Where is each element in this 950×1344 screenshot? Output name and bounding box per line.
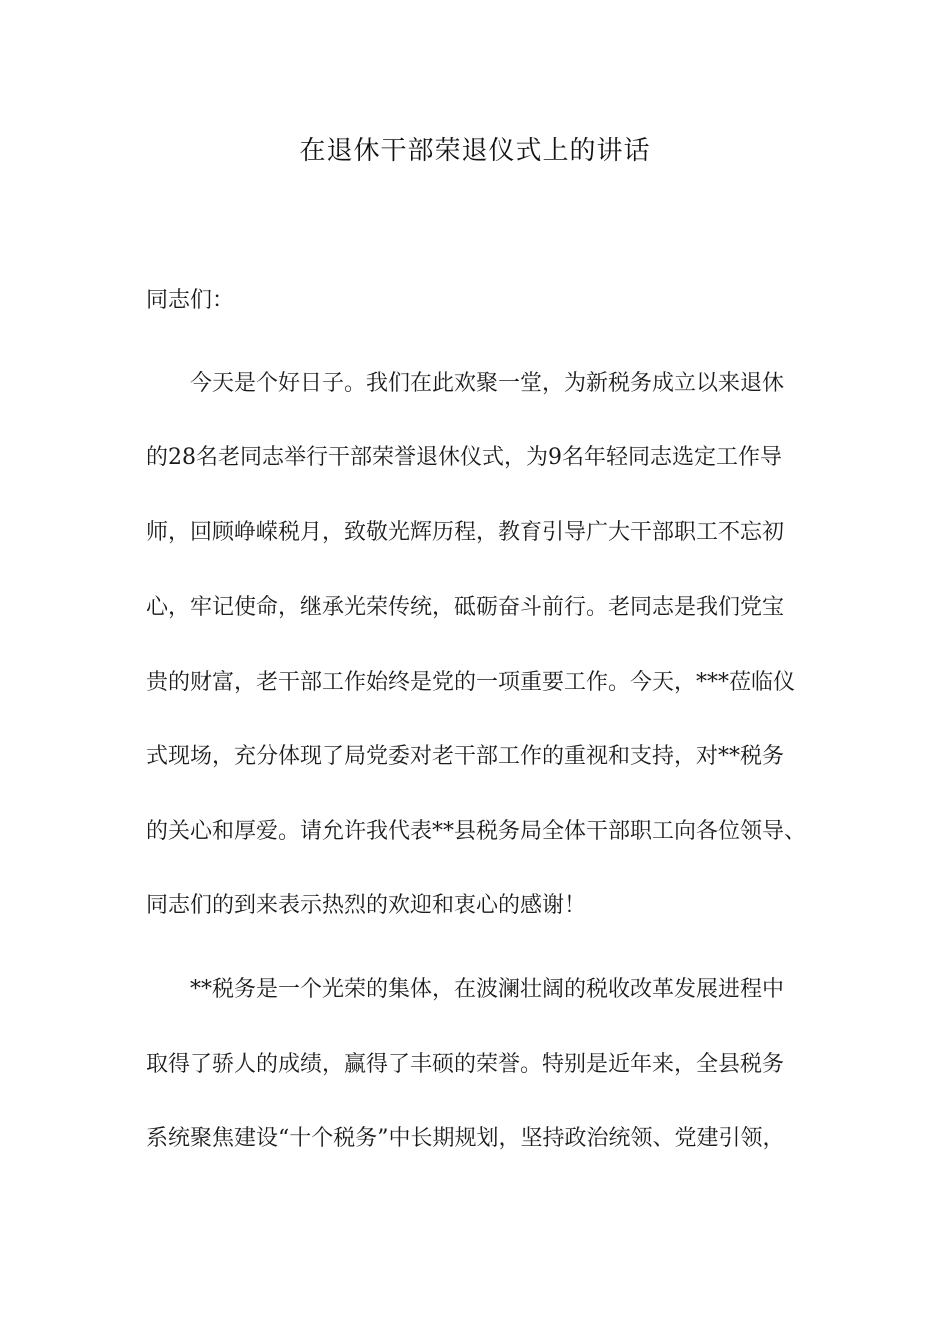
paragraph-line: 取得了骄人的成绩，赢得了丰硕的荣誉。特别是近年来，全县税务 — [146, 1052, 785, 1077]
paragraph-line: 今天是个好日子。我们在此欢聚一堂，为新税务成立以来退休 — [190, 371, 785, 396]
paragraph-line: 系统聚焦建设“十个税务”中长期规划，坚持政治统领、党建引领， — [146, 1126, 785, 1151]
salutation: 同志们： — [146, 288, 235, 313]
paragraph-line: 的关心和厚爱。请允许我代表**县税务局全体干部职工向各位领导、 — [146, 819, 807, 844]
paragraph-line: 心，牢记使命，继承光荣传统，砥砺奋斗前行。老同志是我们党宝 — [146, 595, 785, 620]
paragraph-line: 贵的财富，老干部工作始终是党的一项重要工作。今天，***莅临仪 — [146, 670, 796, 695]
paragraph-line: 同志们的到来表示热烈的欢迎和衷心的感谢！ — [146, 893, 587, 918]
paragraph-line: 的28名老同志举行干部荣誉退休仪式，为9名年轻同志选定工作导 — [146, 445, 782, 470]
paragraph-line: **税务是一个光荣的集体，在波澜壮阔的税收改革发展进程中 — [190, 977, 785, 1002]
paragraph-line: 式现场，充分体现了局党委对老干部工作的重视和支持，对**税务 — [146, 744, 785, 769]
document-title: 在退休干部荣退仪式上的讲话 — [299, 136, 651, 166]
paragraph-line: 师，回顾峥嵘税月，致敬光辉历程，教育引导广大干部职工不忘初 — [146, 520, 785, 545]
